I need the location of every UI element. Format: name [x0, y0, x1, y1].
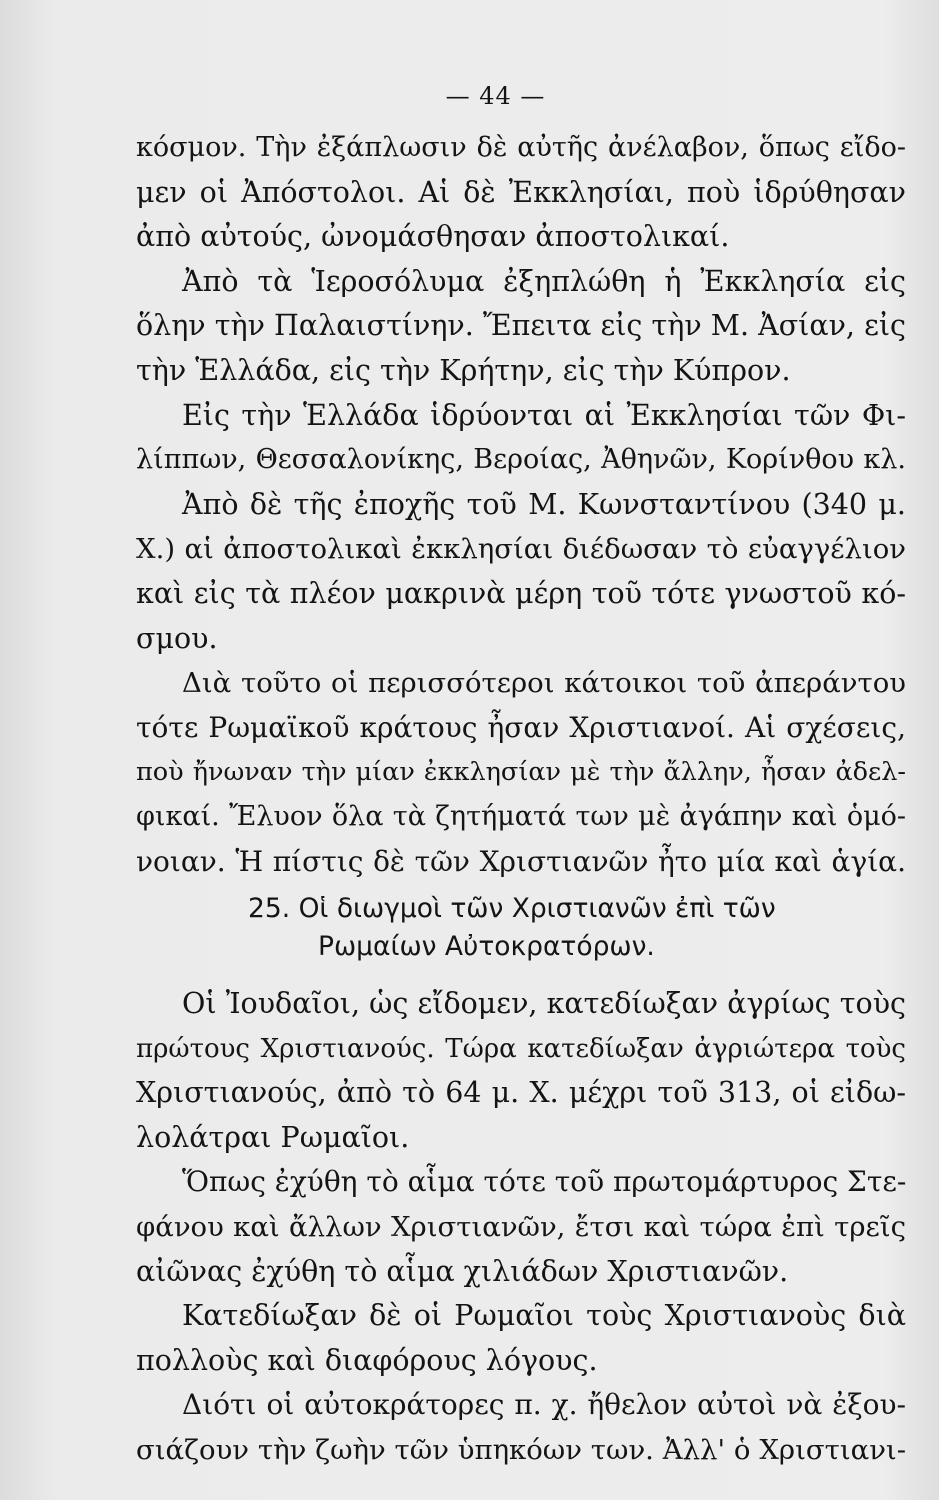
section-heading-line: Ρωμαίων Αὐτοκρατόρων. — [318, 931, 655, 963]
text-line: Ἀπὸ τὰ Ἱεροσόλυμα ἐξηπλώθη ἡ Ἐκκλησία εἰς — [182, 264, 906, 298]
text-line: μεν οἱ Ἀπόστολοι. Αἱ δὲ Ἐκκλησίαι, ποὺ ἱδρύθησαν — [136, 175, 906, 209]
text-line: νοιαν. Ἡ πίστις δὲ τῶν Χριστιανῶν ἦτο μία καὶ ἁγία. — [136, 844, 906, 878]
paragraph — [136, 483, 906, 661]
text-line: σμου. — [136, 621, 218, 655]
text-line: πρώτους Χριστιανούς. Τώρα κατεδίωξαν ἀγριώτερα τοὺς — [136, 1033, 906, 1064]
text-line: τότε Ρωμαϊκοῦ κράτους ἦσαν Χριστιανοί. Αἱ σχέσεις, — [136, 710, 906, 744]
text-line: Ἀπὸ δὲ τῆς ἐποχῆς τοῦ Μ. Κωνσταντίνου (340 μ. — [182, 487, 906, 521]
page-body — [136, 126, 906, 1473]
text-line: ὅλην τὴν Παλαιστίνην. Ἔπειτα εἰς τὴν Μ. Ἀσίαν, εἰς — [136, 309, 906, 343]
text-line: λολάτραι Ρωμαῖοι. — [136, 1120, 410, 1154]
section-heading-line: 25. Οἱ διωγμοὶ τῶν Χριστιανῶν ἐπὶ τῶν — [248, 893, 776, 925]
text-line: ἀπὸ αὐτούς, ὠνομάσθησαν ἀποστολικαί. — [136, 220, 730, 254]
text-line: σιάζουν τὴν ζωὴν τῶν ὑπηκόων των. Ἀλλ' ὁ Χριστιανι- — [136, 1434, 906, 1467]
paragraph — [136, 1160, 906, 1294]
paragraph — [136, 126, 906, 260]
text-line: φικαί. Ἔλυον ὅλα τὰ ζητήματά των μὲ ἀγάπην καὶ ὁμό- — [136, 800, 906, 832]
text-line: φάνου καὶ ἄλλων Χριστιανῶν, ἔτσι καὶ τώρα ἐπὶ τρεῖς — [136, 1211, 906, 1244]
text-line: κόσμον. Τὴν ἐξάπλωσιν δὲ αὐτῆς ἀνέλαβον, ὅπως εἴδο- — [136, 132, 906, 163]
section-heading — [136, 890, 906, 966]
text-line: Εἰς τὴν Ἑλλάδα ἱδρύονται αἱ Ἐκκλησίαι τῶν Φι- — [182, 398, 906, 432]
text-line: Χ.) αἱ ἀποστολικαὶ ἐκκλησίαι διέδωσαν τὸ εὐαγγέλιον — [136, 533, 906, 566]
text-line: Διὰ τοῦτο οἱ περισσότεροι κάτοικοι τοῦ ἀπεράντου — [182, 667, 906, 700]
paragraph — [136, 1383, 906, 1472]
paragraph — [136, 982, 906, 1160]
page-number: — 44 — — [445, 82, 546, 110]
text-line: Διότι οἱ αὐτοκράτορες π. χ. ἤθελον αὐτοὶ νὰ ἐξου- — [182, 1388, 906, 1422]
text-line: καὶ εἰς τὰ πλέον μακρινὰ μέρη τοῦ τότε γνωστοῦ κό- — [136, 576, 906, 610]
text-line: ποὺ ἤνωναν τὴν μίαν ἐκκλησίαν μὲ τὴν ἄλλην, ἦσαν ἀδελ- — [136, 757, 906, 788]
paragraph — [136, 661, 906, 884]
text-line: λίππων, Θεσσαλονίκης, Βεροίας, Ἀθηνῶν, Κορίνθου κλ. — [136, 444, 906, 476]
text-line: Ὅπως ἐχύθη τὸ αἷμα τότε τοῦ πρωτομάρτυρος Στε- — [182, 1165, 907, 1199]
paragraph — [136, 394, 906, 483]
paragraph — [136, 1294, 906, 1383]
text-line: Οἱ Ἰουδαῖοι, ὡς εἴδομεν, κατεδίωξαν ἀγρίως τοὺς — [182, 987, 906, 1021]
text-line: Κατεδίωξαν δὲ οἱ Ρωμαῖοι τοὺς Χριστιανοὺς διὰ — [182, 1299, 906, 1333]
text-line: αἰῶνας ἐχύθη τὸ αἷμα χιλιάδων Χριστιανῶν. — [136, 1254, 789, 1288]
text-line: τὴν Ἑλλάδα, εἰς τὴν Κρήτην, εἰς τὴν Κύπρον. — [136, 353, 791, 387]
text-line: πολλοὺς καὶ διαφόρους λόγους. — [136, 1343, 598, 1377]
paragraph — [136, 260, 906, 394]
text-line: Χριστιανούς, ἀπὸ τὸ 64 μ. Χ. μέχρι τοῦ 313, οἱ εἰδω- — [136, 1076, 906, 1110]
